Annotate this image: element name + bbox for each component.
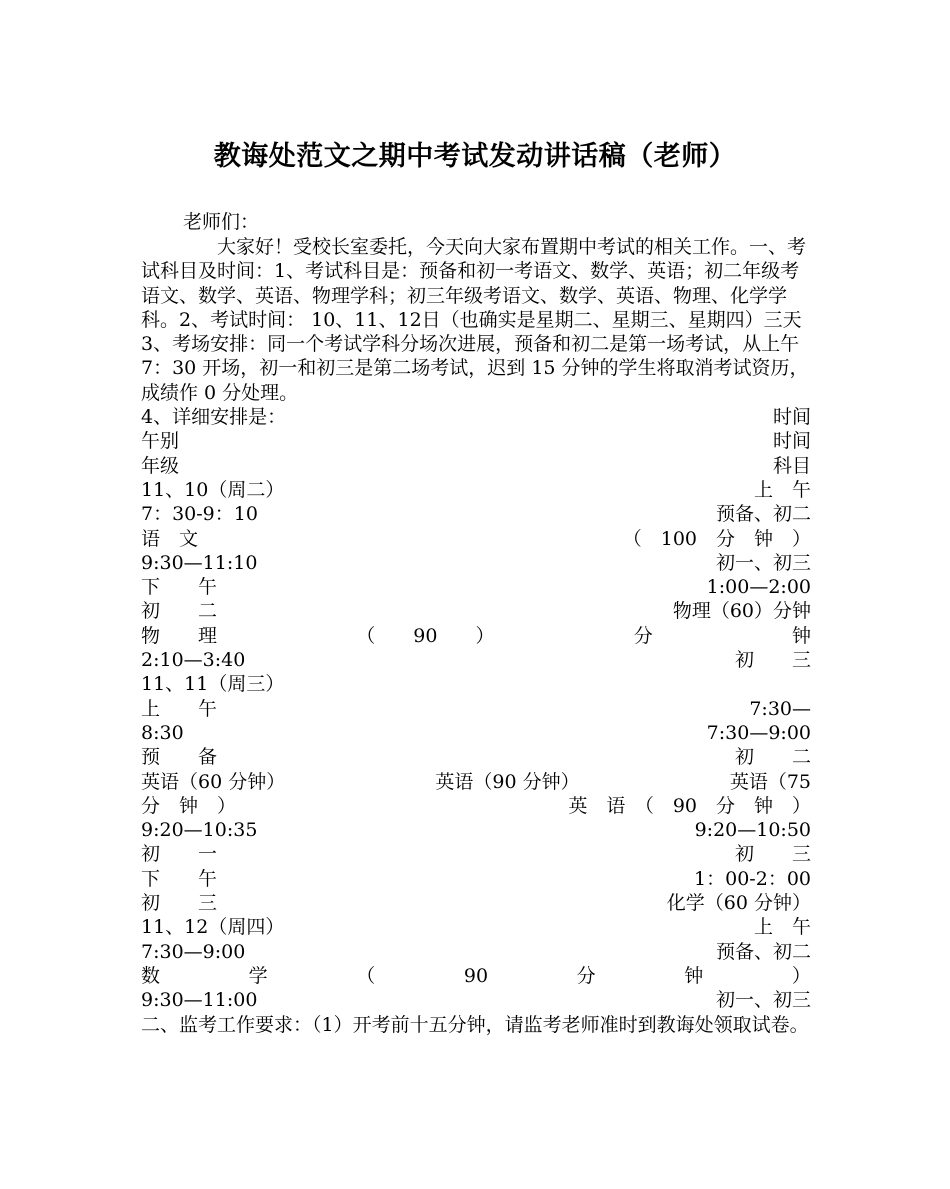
schedule-line: [141, 842, 811, 866]
document-title: 教诲处范文之期中考试发动讲话稿（老师）: [213, 141, 737, 172]
line-text: 11、12（周四）: [141, 916, 285, 939]
line-text: 9:20—10:50: [694, 819, 811, 842]
line-text: 7:30—9:00: [706, 721, 811, 744]
schedule-line: [141, 454, 811, 478]
schedule-line: [141, 940, 811, 964]
line-text: 时间: [772, 430, 811, 453]
line-text: 上 午: [141, 697, 218, 720]
line-text: 初 三: [734, 649, 811, 672]
line-text: 初 二: [734, 746, 811, 769]
line-text: 初 一: [141, 843, 218, 866]
line-text: 7：30-9：10: [141, 503, 258, 526]
schedule-line: [141, 697, 811, 721]
schedule-line: [141, 818, 811, 842]
line-text: 英 语 （ 90 分 钟 ）: [568, 794, 811, 817]
line-text: 英语（60 分钟）: [141, 770, 286, 793]
line-text: 9:30—11:00: [141, 989, 258, 1012]
line-text: 午别: [141, 430, 180, 453]
line-text: 钟: [791, 624, 811, 647]
line-text: 英语（90 分钟）: [435, 770, 580, 793]
greeting: 老师们：: [183, 211, 260, 233]
line-text: 7:30—9:00: [141, 940, 246, 963]
schedule-line: [141, 794, 811, 818]
line-text: 下 午: [141, 867, 218, 890]
line-text: （: [356, 964, 376, 987]
line-text: 时间: [772, 406, 811, 429]
schedule-line: [141, 551, 811, 575]
line-text: 11、11（周三）: [141, 673, 285, 696]
line-text: 90: [463, 964, 489, 987]
schedule-line: [141, 648, 811, 672]
line-text: 钟: [684, 964, 704, 987]
line-text: 预备、初二: [715, 940, 811, 963]
intro-paragraph: 大家好！受校长室委托，今天向大家布置期中考试的相关工作。一、考试科目及时间：1、考试科目是：预备和初一考语文、数学、英语；初二年级考语文、数学、英语、物理学科；初三年级考语文、数学、英语、物理、化学学科。2、考试时间： 10、11、12日（也确实是星期二、星期三、星期四）三天 3、考场安排：同一个考试学科分场次进展，预备和初二是第一场考试，从上午 7：30 开场，初一和初三是第二场考试，迟到 15 分钟的学生将取消考试资历，成绩作 0 分处理。: [141, 236, 809, 404]
line-text: 预 备: [141, 746, 218, 769]
schedule-line: [141, 527, 811, 551]
closing-paragraph: 二、监考工作要求：（1）开考前十五分钟，请监考老师准时到教诲处领取试卷。: [141, 1013, 809, 1036]
line-text: 初 三: [734, 843, 811, 866]
line-text: 预备、初二: [715, 503, 811, 526]
schedule-line: [141, 478, 811, 502]
line-text: 初 三: [141, 892, 218, 915]
schedule-line: [141, 405, 811, 429]
line-text: 2:10—3:40: [141, 649, 246, 672]
line-text: 上 午: [753, 916, 811, 939]
schedule-line: [141, 988, 811, 1012]
schedule-line: [141, 502, 811, 526]
line-text: ）: [791, 964, 811, 987]
line-text: 9:30—11:10: [141, 551, 258, 574]
line-text: 物理（60）分钟: [672, 600, 811, 623]
line-text: 初一、初三: [715, 551, 811, 574]
document-body: [141, 235, 811, 1037]
line-text: 4、详细安排是：: [141, 406, 287, 429]
line-text: 语 文: [141, 527, 199, 550]
line-text: 1:00—2:00: [706, 576, 811, 599]
schedule-line: [141, 721, 811, 745]
schedule-line: [141, 964, 811, 988]
schedule-line: [141, 867, 811, 891]
line-text: 8:30: [141, 721, 184, 744]
line-text: 7:30—: [749, 697, 811, 720]
schedule-line: [141, 770, 811, 794]
line-text: 分: [633, 624, 653, 647]
line-text: 学: [248, 964, 268, 987]
line-text: 初 二: [141, 600, 218, 623]
line-text: 分 钟 ）: [141, 794, 237, 817]
schedule-line: [141, 672, 811, 696]
line-text: 分: [576, 964, 596, 987]
schedule-line: [141, 891, 811, 915]
line-text: 化学（60 分钟）: [666, 892, 811, 915]
line-text: 英语（75: [729, 770, 811, 793]
line-text: （ 90 ）: [356, 624, 495, 647]
line-text: 物 理: [141, 624, 218, 647]
line-text: 上 午: [753, 478, 811, 501]
line-text: 11、10（周二）: [141, 478, 285, 501]
line-text: 科目: [772, 454, 811, 477]
schedule-line: [141, 575, 811, 599]
line-text: 下 午: [141, 576, 218, 599]
schedule-line: [141, 599, 811, 623]
line-text: 初一、初三: [715, 989, 811, 1012]
schedule-line: [141, 915, 811, 939]
line-text: （ 100 分 钟 ）: [622, 527, 811, 550]
line-text: 1：00-2：00: [694, 867, 811, 890]
schedule-line: [141, 624, 811, 648]
line-text: 数: [141, 964, 161, 987]
schedule-line: [141, 745, 811, 769]
line-text: 9:20—10:35: [141, 819, 258, 842]
schedule-line: [141, 429, 811, 453]
line-text: 年级: [141, 454, 180, 477]
